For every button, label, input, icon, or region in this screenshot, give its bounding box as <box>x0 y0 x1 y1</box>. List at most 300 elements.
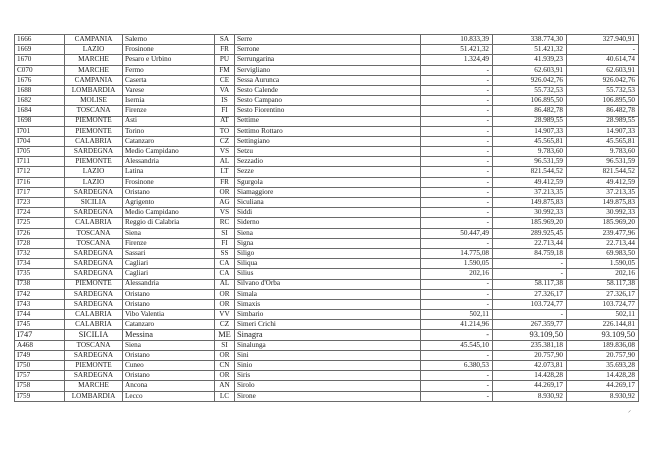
cell-code: I728 <box>15 238 65 248</box>
cell-municipality: Siddi <box>235 208 421 218</box>
cell-prov-abbr: AG <box>215 198 235 208</box>
cell-municipality: Simaxis <box>235 299 421 309</box>
cell-code: I742 <box>15 289 65 299</box>
cell-amount-a: - <box>421 96 493 106</box>
cell-region: MARCHE <box>65 381 123 391</box>
cell-province: Siena <box>123 228 215 238</box>
cell-region: SARDEGNA <box>65 350 123 360</box>
cell-region: SARDEGNA <box>65 269 123 279</box>
page-corner-mark: ⸝ <box>628 408 632 414</box>
cell-amount-b: 41.939,23 <box>493 55 567 65</box>
cell-code: 1666 <box>15 35 65 45</box>
cell-amount-b: 926.042,76 <box>493 75 567 85</box>
cell-province: Frosinone <box>123 45 215 55</box>
cell-amount-a: 51.421,32 <box>421 45 493 55</box>
table-row <box>15 106 639 116</box>
table-row <box>15 35 639 45</box>
cell-code: I712 <box>15 167 65 177</box>
table-row <box>15 75 639 85</box>
table-row <box>15 391 639 401</box>
cell-municipality: Sesto Campano <box>235 96 421 106</box>
cell-amount-diff: 239.477,96 <box>567 228 639 238</box>
table-row <box>15 310 639 320</box>
cell-amount-diff: 49.412,59 <box>567 177 639 187</box>
cell-code: I705 <box>15 147 65 157</box>
cell-amount-diff: 30.992,33 <box>567 208 639 218</box>
table-row <box>15 299 639 309</box>
cell-amount-diff: 37.213,35 <box>567 187 639 197</box>
cell-amount-a: - <box>421 289 493 299</box>
cell-municipality: Serrone <box>235 45 421 55</box>
cell-amount-a: - <box>421 330 493 340</box>
cell-amount-a: - <box>421 391 493 401</box>
table-row <box>15 198 639 208</box>
table-row <box>15 330 639 340</box>
cell-municipality: Siris <box>235 371 421 381</box>
cell-amount-a: - <box>421 198 493 208</box>
cell-code: I734 <box>15 259 65 269</box>
cell-code: I716 <box>15 177 65 187</box>
cell-prov-abbr: SS <box>215 248 235 258</box>
cell-prov-abbr: FM <box>215 65 235 75</box>
cell-code: I726 <box>15 228 65 238</box>
cell-amount-diff: 149.875,83 <box>567 198 639 208</box>
cell-amount-diff: 55.732,53 <box>567 85 639 95</box>
cell-province: Firenze <box>123 106 215 116</box>
cell-prov-abbr: IS <box>215 96 235 106</box>
cell-municipality: Settingiano <box>235 136 421 146</box>
cell-region: CALABRIA <box>65 218 123 228</box>
cell-province: Salerno <box>123 35 215 45</box>
cell-amount-b: 93.109,50 <box>493 330 567 340</box>
table-row <box>15 65 639 75</box>
cell-amount-diff: 58.117,38 <box>567 279 639 289</box>
cell-code: 1676 <box>15 75 65 85</box>
cell-municipality: Simala <box>235 289 421 299</box>
cell-municipality: Settimo Rottaro <box>235 126 421 136</box>
cell-region: SARDEGNA <box>65 259 123 269</box>
cell-amount-diff: 502,11 <box>567 310 639 320</box>
cell-amount-a: 202,16 <box>421 269 493 279</box>
cell-amount-b: 96.531,59 <box>493 157 567 167</box>
cell-amount-b: 235.381,18 <box>493 340 567 350</box>
cell-province: Varese <box>123 85 215 95</box>
cell-province: Alessandria <box>123 157 215 167</box>
cell-municipality: Siderno <box>235 218 421 228</box>
cell-region: LAZIO <box>65 45 123 55</box>
cell-amount-b: 45.565,81 <box>493 136 567 146</box>
cell-municipality: Servigliano <box>235 65 421 75</box>
cell-amount-a: 502,11 <box>421 310 493 320</box>
table-row <box>15 361 639 371</box>
cell-code: I745 <box>15 320 65 330</box>
cell-municipality: Simeri Crichi <box>235 320 421 330</box>
cell-region: TOSCANA <box>65 106 123 116</box>
cell-code: I732 <box>15 248 65 258</box>
cell-province: Siena <box>123 340 215 350</box>
cell-prov-abbr: FR <box>215 177 235 187</box>
cell-amount-a: - <box>421 116 493 126</box>
cell-province: Cagliari <box>123 269 215 279</box>
cell-amount-b: 14.428,28 <box>493 371 567 381</box>
cell-amount-b: 267.359,77 <box>493 320 567 330</box>
cell-code: A468 <box>15 340 65 350</box>
cell-prov-abbr: CA <box>215 269 235 279</box>
cell-amount-diff: 103.724,77 <box>567 299 639 309</box>
cell-region: TOSCANA <box>65 228 123 238</box>
cell-amount-diff: 62.603,91 <box>567 65 639 75</box>
cell-region: SARDEGNA <box>65 248 123 258</box>
cell-amount-b: 103.724,77 <box>493 299 567 309</box>
cell-region: SARDEGNA <box>65 208 123 218</box>
cell-amount-b: 9.783,60 <box>493 147 567 157</box>
cell-province: Cuneo <box>123 361 215 371</box>
cell-prov-abbr: CN <box>215 361 235 371</box>
cell-province: Medio Campidano <box>123 208 215 218</box>
cell-amount-diff: 189.836,08 <box>567 340 639 350</box>
cell-amount-b: 30.992,33 <box>493 208 567 218</box>
cell-code: I711 <box>15 157 65 167</box>
cell-code: 1688 <box>15 85 65 95</box>
cell-code: 1698 <box>15 116 65 126</box>
cell-amount-diff: 27.326,17 <box>567 289 639 299</box>
cell-province: Catanzaro <box>123 320 215 330</box>
cell-amount-b: 149.875,83 <box>493 198 567 208</box>
cell-region: SARDEGNA <box>65 299 123 309</box>
cell-municipality: Sgurgola <box>235 177 421 187</box>
cell-municipality: Sessa Aurunca <box>235 75 421 85</box>
cell-municipality: Sirolo <box>235 381 421 391</box>
cell-amount-b: 55.732,53 <box>493 85 567 95</box>
cell-amount-b: 62.603,91 <box>493 65 567 75</box>
cell-region: MARCHE <box>65 65 123 75</box>
cell-amount-diff: 14.428,28 <box>567 371 639 381</box>
cell-amount-diff: 106.895,50 <box>567 96 639 106</box>
cell-municipality: Siculiana <box>235 198 421 208</box>
cell-municipality: Setzu <box>235 147 421 157</box>
cell-municipality: Signa <box>235 238 421 248</box>
cell-prov-abbr: OR <box>215 350 235 360</box>
cell-amount-diff: 44.269,17 <box>567 381 639 391</box>
cell-code: I725 <box>15 218 65 228</box>
cell-code: I735 <box>15 269 65 279</box>
cell-amount-a: - <box>421 279 493 289</box>
cell-amount-diff: 40.614,74 <box>567 55 639 65</box>
table-row <box>15 187 639 197</box>
cell-prov-abbr: FI <box>215 238 235 248</box>
cell-region: SICILIA <box>65 198 123 208</box>
table-row <box>15 167 639 177</box>
table-body <box>15 35 639 402</box>
cell-amount-a: - <box>421 177 493 187</box>
cell-municipality: Serre <box>235 35 421 45</box>
cell-code: I747 <box>15 330 65 340</box>
table-row <box>15 289 639 299</box>
cell-amount-diff: 1.590,05 <box>567 259 639 269</box>
cell-region: PIEMONTE <box>65 279 123 289</box>
cell-code: I750 <box>15 361 65 371</box>
municipality-table <box>14 34 639 402</box>
cell-amount-b: 22.713,44 <box>493 238 567 248</box>
cell-amount-b: - <box>493 259 567 269</box>
cell-prov-abbr: SI <box>215 228 235 238</box>
cell-prov-abbr: CE <box>215 75 235 85</box>
cell-amount-b: 821.544,52 <box>493 167 567 177</box>
cell-province: Caserta <box>123 75 215 85</box>
cell-amount-diff: 28.989,55 <box>567 116 639 126</box>
table-row <box>15 228 639 238</box>
cell-municipality: Serrungarina <box>235 55 421 65</box>
cell-code: I758 <box>15 381 65 391</box>
cell-prov-abbr: AT <box>215 116 235 126</box>
cell-amount-a: - <box>421 381 493 391</box>
cell-province: Messina <box>123 330 215 340</box>
table-row <box>15 126 639 136</box>
cell-amount-a: - <box>421 218 493 228</box>
cell-amount-diff: 14.907,33 <box>567 126 639 136</box>
cell-amount-a: - <box>421 65 493 75</box>
cell-amount-a: - <box>421 106 493 116</box>
cell-prov-abbr: AL <box>215 279 235 289</box>
cell-province: Vibo Valentia <box>123 310 215 320</box>
cell-region: CALABRIA <box>65 320 123 330</box>
cell-province: Cagliari <box>123 259 215 269</box>
cell-amount-a: - <box>421 208 493 218</box>
cell-prov-abbr: LT <box>215 167 235 177</box>
cell-amount-b: 86.482,78 <box>493 106 567 116</box>
cell-code: 1670 <box>15 55 65 65</box>
cell-province: Sassari <box>123 248 215 258</box>
cell-province: Alessandria <box>123 279 215 289</box>
cell-municipality: Sirone <box>235 391 421 401</box>
cell-code: I757 <box>15 371 65 381</box>
cell-code: 1682 <box>15 96 65 106</box>
cell-municipality: Simbario <box>235 310 421 320</box>
cell-prov-abbr: CA <box>215 259 235 269</box>
cell-province: Fermo <box>123 65 215 75</box>
cell-code: I759 <box>15 391 65 401</box>
cell-amount-diff: 45.565,81 <box>567 136 639 146</box>
cell-amount-a: 41.214,96 <box>421 320 493 330</box>
cell-province: Pesaro e Urbino <box>123 55 215 65</box>
cell-code: I738 <box>15 279 65 289</box>
cell-amount-diff: 22.713,44 <box>567 238 639 248</box>
cell-province: Latina <box>123 167 215 177</box>
cell-province: Oristano <box>123 299 215 309</box>
table-row <box>15 238 639 248</box>
cell-code: I723 <box>15 198 65 208</box>
cell-region: SARDEGNA <box>65 289 123 299</box>
cell-amount-a: 14.775,08 <box>421 248 493 258</box>
cell-amount-b: 27.326,17 <box>493 289 567 299</box>
cell-amount-a: - <box>421 371 493 381</box>
cell-amount-b: 338.774,30 <box>493 35 567 45</box>
cell-prov-abbr: VS <box>215 147 235 157</box>
cell-code: 1684 <box>15 106 65 116</box>
cell-amount-b: 20.757,90 <box>493 350 567 360</box>
cell-prov-abbr: TO <box>215 126 235 136</box>
cell-province: Ancona <box>123 381 215 391</box>
cell-region: LAZIO <box>65 177 123 187</box>
cell-amount-a: - <box>421 126 493 136</box>
cell-amount-diff: 202,16 <box>567 269 639 279</box>
cell-region: PIEMONTE <box>65 361 123 371</box>
cell-amount-b: 28.989,55 <box>493 116 567 126</box>
cell-prov-abbr: OR <box>215 299 235 309</box>
table-row <box>15 96 639 106</box>
cell-amount-diff: 226.144,81 <box>567 320 639 330</box>
cell-prov-abbr: OR <box>215 289 235 299</box>
cell-region: PIEMONTE <box>65 116 123 126</box>
table-row <box>15 279 639 289</box>
table-row <box>15 340 639 350</box>
table-row <box>15 85 639 95</box>
cell-municipality: Siliqua <box>235 259 421 269</box>
cell-amount-diff: 926.042,76 <box>567 75 639 85</box>
cell-amount-diff: 96.531,59 <box>567 157 639 167</box>
cell-code: I743 <box>15 299 65 309</box>
cell-amount-b: 49.412,59 <box>493 177 567 187</box>
table-row <box>15 208 639 218</box>
cell-region: LAZIO <box>65 167 123 177</box>
cell-region: TOSCANA <box>65 238 123 248</box>
cell-prov-abbr: SI <box>215 340 235 350</box>
cell-region: MARCHE <box>65 55 123 65</box>
cell-region: CAMPANIA <box>65 75 123 85</box>
cell-region: CALABRIA <box>65 310 123 320</box>
cell-amount-diff: - <box>567 45 639 55</box>
cell-code: I704 <box>15 136 65 146</box>
table-row <box>15 45 639 55</box>
cell-amount-b: 14.907,33 <box>493 126 567 136</box>
cell-amount-a: - <box>421 136 493 146</box>
cell-municipality: Sezze <box>235 167 421 177</box>
cell-amount-b: 37.213,35 <box>493 187 567 197</box>
table-row <box>15 218 639 228</box>
cell-amount-diff: 327.940,91 <box>567 35 639 45</box>
cell-prov-abbr: OR <box>215 187 235 197</box>
cell-municipality: Sinagra <box>235 330 421 340</box>
cell-municipality: Silvano d'Orba <box>235 279 421 289</box>
cell-region: CALABRIA <box>65 136 123 146</box>
cell-amount-a: - <box>421 350 493 360</box>
table-row <box>15 259 639 269</box>
cell-province: Reggio di Calabria <box>123 218 215 228</box>
cell-prov-abbr: CZ <box>215 136 235 146</box>
cell-region: PIEMONTE <box>65 157 123 167</box>
cell-region: SARDEGNA <box>65 187 123 197</box>
cell-amount-b: - <box>493 269 567 279</box>
cell-amount-b: 185.969,20 <box>493 218 567 228</box>
cell-prov-abbr: AL <box>215 157 235 167</box>
cell-province: Oristano <box>123 371 215 381</box>
cell-amount-diff: 185.969,20 <box>567 218 639 228</box>
cell-province: Frosinone <box>123 177 215 187</box>
cell-prov-abbr: SA <box>215 35 235 45</box>
cell-amount-b: 84.759,18 <box>493 248 567 258</box>
table-row <box>15 157 639 167</box>
table-row <box>15 371 639 381</box>
cell-prov-abbr: VS <box>215 208 235 218</box>
cell-amount-a: - <box>421 167 493 177</box>
cell-prov-abbr: VV <box>215 310 235 320</box>
cell-code: I749 <box>15 350 65 360</box>
cell-prov-abbr: OR <box>215 371 235 381</box>
cell-province: Medio Campidano <box>123 147 215 157</box>
cell-municipality: Silius <box>235 269 421 279</box>
cell-municipality: Sezzadio <box>235 157 421 167</box>
cell-amount-diff: 9.783,60 <box>567 147 639 157</box>
cell-amount-diff: 8.930,92 <box>567 391 639 401</box>
cell-amount-a: - <box>421 147 493 157</box>
cell-province: Oristano <box>123 350 215 360</box>
cell-region: CAMPANIA <box>65 35 123 45</box>
cell-amount-b: 51.421,32 <box>493 45 567 55</box>
cell-municipality: Siamaggiore <box>235 187 421 197</box>
cell-code: C070 <box>15 65 65 75</box>
cell-prov-abbr: RC <box>215 218 235 228</box>
cell-region: LOMBARDIA <box>65 85 123 95</box>
cell-region: LOMBARDIA <box>65 391 123 401</box>
cell-prov-abbr: LC <box>215 391 235 401</box>
cell-province: Lecco <box>123 391 215 401</box>
cell-province: Asti <box>123 116 215 126</box>
cell-amount-a: 6.380,53 <box>421 361 493 371</box>
cell-municipality: Sinalunga <box>235 340 421 350</box>
cell-amount-diff: 20.757,90 <box>567 350 639 360</box>
table-row <box>15 269 639 279</box>
cell-code: I744 <box>15 310 65 320</box>
cell-municipality: Siena <box>235 228 421 238</box>
cell-region: SARDEGNA <box>65 371 123 381</box>
cell-amount-a: 10.833,39 <box>421 35 493 45</box>
cell-amount-b: 106.895,50 <box>493 96 567 106</box>
table-row <box>15 350 639 360</box>
cell-province: Agrigento <box>123 198 215 208</box>
cell-municipality: Sesto Fiorentino <box>235 106 421 116</box>
cell-amount-a: - <box>421 238 493 248</box>
cell-region: SARDEGNA <box>65 147 123 157</box>
cell-amount-diff: 821.544,52 <box>567 167 639 177</box>
cell-prov-abbr: VA <box>215 85 235 95</box>
table-row <box>15 55 639 65</box>
cell-amount-a: 1.590,05 <box>421 259 493 269</box>
cell-code: I717 <box>15 187 65 197</box>
cell-amount-a: - <box>421 299 493 309</box>
cell-amount-a: - <box>421 75 493 85</box>
cell-municipality: Sini <box>235 350 421 360</box>
cell-amount-b: 58.117,38 <box>493 279 567 289</box>
cell-amount-a: - <box>421 187 493 197</box>
table-row <box>15 136 639 146</box>
cell-amount-b: 8.930,92 <box>493 391 567 401</box>
cell-region: TOSCANA <box>65 340 123 350</box>
cell-prov-abbr: FI <box>215 106 235 116</box>
cell-region: PIEMONTE <box>65 126 123 136</box>
cell-municipality: Sinio <box>235 361 421 371</box>
cell-province: Isernia <box>123 96 215 106</box>
cell-amount-diff: 93.109,50 <box>567 330 639 340</box>
cell-code: I701 <box>15 126 65 136</box>
cell-amount-a: 1.324,49 <box>421 55 493 65</box>
cell-amount-diff: 69.983,50 <box>567 248 639 258</box>
cell-amount-a: 45.545,10 <box>421 340 493 350</box>
cell-amount-a: - <box>421 157 493 167</box>
cell-amount-b: 44.269,17 <box>493 381 567 391</box>
cell-region: SICILIA <box>65 330 123 340</box>
cell-code: 1669 <box>15 45 65 55</box>
table-row <box>15 177 639 187</box>
